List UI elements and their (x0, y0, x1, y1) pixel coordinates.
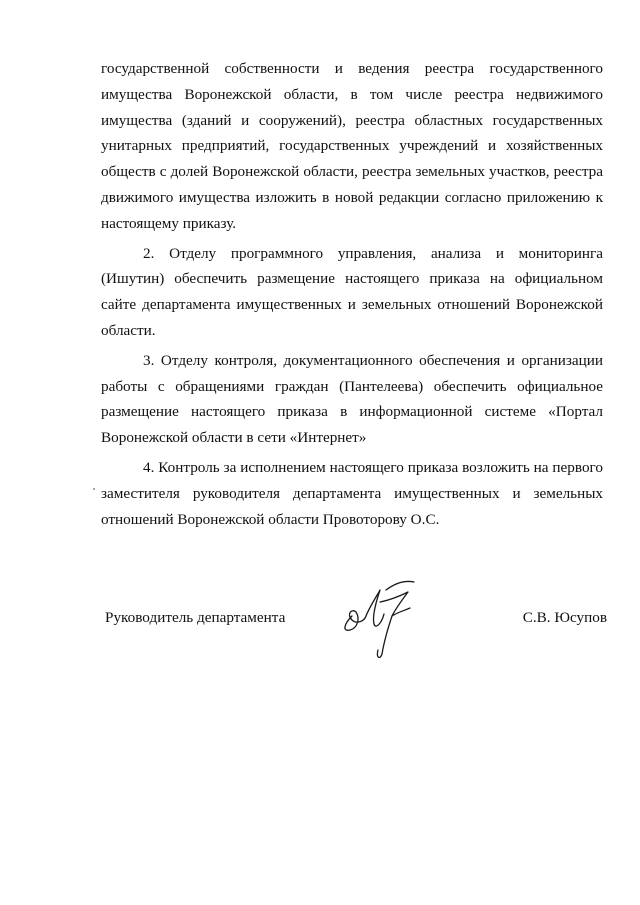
paragraph-continuation: государственной собственности и ведения реестра государственного имущества Воронежской области, в том числе реестра недвижимого имущества (зданий и сооружений), реестра областных государственных унитарных предприятий, государственных учреждений и хозяйственных обществ с долей Воронежской области, реестра земельных участков, реестра движимого имущества изложить в новой редакции согласно приложению к настоящему приказу. (101, 60, 603, 232)
signatory-title: Руководитель департамента (105, 609, 286, 626)
paragraph-item-4: 4. Контроль за исполнением настоящего приказа возложить на первого заместителя руководителя департамента имущественных и земельных отношений Воронежской области Провоторову О.С. (101, 458, 603, 528)
paragraph-item-2: 2. Отделу программного управления, анализа и мониторинга (Ишутин) обеспечить размещение настоящего приказа на официальном сайте департамента имущественных и земельных отношений Воронежской области. (101, 244, 603, 339)
handwritten-signature (330, 572, 440, 662)
document-body (101, 56, 603, 536)
signatory-name: С.В. Юсупов (522, 609, 607, 626)
scan-speck (93, 488, 95, 490)
paragraph-item-3: 3. Отделу контроля, документационного обеспечения и организации работы с обращениями граждан (Пантелеева) обеспечить официальное размещение настоящего приказа в информационной системе «Портал Воронежской области в сети «Интернет» (101, 351, 603, 447)
